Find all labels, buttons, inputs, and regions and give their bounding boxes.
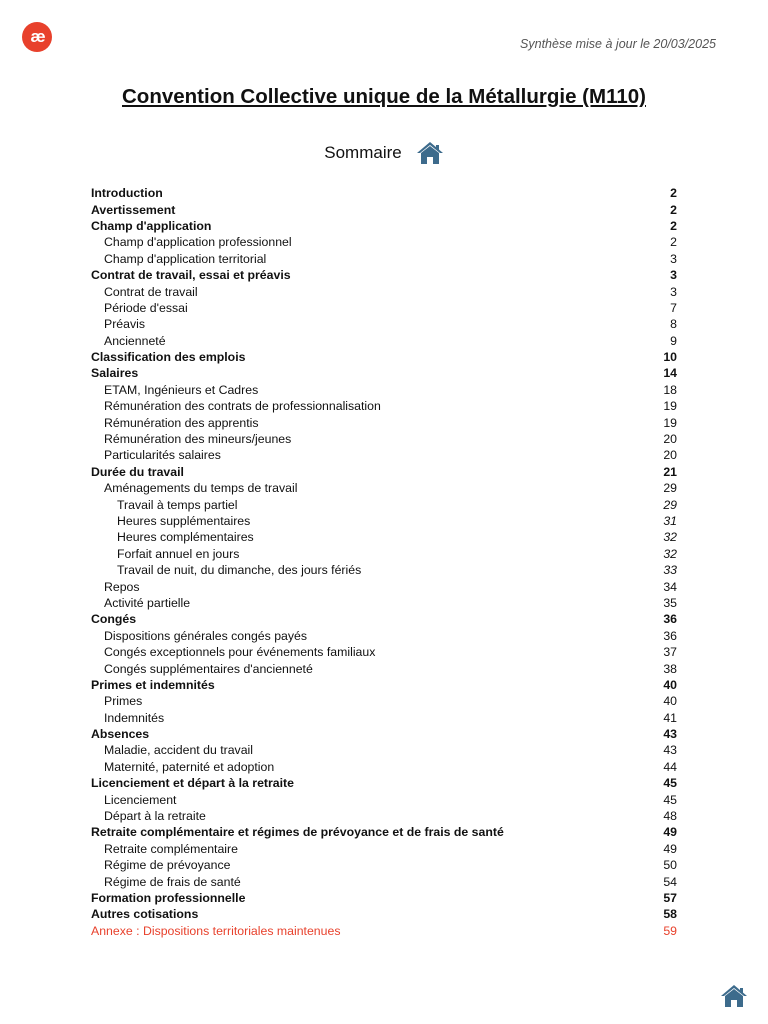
toc-entry-page: 36 xyxy=(663,628,677,643)
toc-entry-page: 59 xyxy=(663,923,677,938)
toc-entry-page: 20 xyxy=(663,432,677,447)
toc-entry-page: 49 xyxy=(663,841,677,856)
toc-entry-page: 2 xyxy=(670,186,677,201)
toc-entry[interactable] xyxy=(91,857,677,873)
toc-entry-page: 34 xyxy=(663,579,677,594)
toc-entry-page: 3 xyxy=(670,268,677,283)
toc-entry-label: Heures complémentaires xyxy=(117,530,254,545)
toc-entry[interactable] xyxy=(91,283,677,299)
toc-entry-page: 32 xyxy=(663,546,677,561)
toc-entry-label: ETAM, Ingénieurs et Cadres xyxy=(104,382,259,397)
update-date: Synthèse mise à jour le 20/03/2025 xyxy=(520,37,716,51)
toc-entry-page: 3 xyxy=(670,251,677,266)
toc-entry[interactable] xyxy=(91,333,677,349)
toc-entry-label: Champ d'application professionnel xyxy=(104,235,292,250)
toc-entry[interactable] xyxy=(91,742,677,758)
toc-entry[interactable] xyxy=(91,595,677,611)
toc-entry[interactable] xyxy=(91,267,677,283)
toc-entry[interactable] xyxy=(91,513,677,529)
toc-entry[interactable] xyxy=(91,300,677,316)
toc-entry-page: 33 xyxy=(663,563,677,578)
sommaire-label: Sommaire xyxy=(324,143,402,162)
toc-entry-page: 38 xyxy=(663,661,677,676)
toc-entry-label: Retraite complémentaire et régimes de prévoyance et de frais de santé xyxy=(91,825,504,840)
toc-entry-page: 2 xyxy=(670,235,677,250)
toc-entry[interactable] xyxy=(91,906,677,922)
toc-entry-page: 10 xyxy=(663,350,677,365)
toc-entry-page: 50 xyxy=(663,858,677,873)
toc-entry-page: 9 xyxy=(670,333,677,348)
toc-entry[interactable] xyxy=(91,611,677,627)
toc-entry-label: Heures supplémentaires xyxy=(117,514,251,528)
toc-entry-page: 32 xyxy=(663,530,677,545)
brand-logo: æ xyxy=(22,22,52,52)
toc-entry-label: Contrat de travail xyxy=(104,284,198,299)
toc-entry-page: 58 xyxy=(663,907,677,922)
toc-entry-page: 8 xyxy=(670,317,677,332)
toc-entry[interactable] xyxy=(91,923,677,939)
toc-entry-label: Champ d'application xyxy=(91,218,212,233)
toc-entry[interactable] xyxy=(91,578,677,594)
home-icon[interactable] xyxy=(720,983,748,1009)
toc-entry-label: Indemnités xyxy=(104,710,165,725)
toc-entry[interactable] xyxy=(91,382,677,398)
toc-entry[interactable] xyxy=(91,759,677,775)
toc-entry[interactable] xyxy=(91,185,677,201)
toc-entry[interactable] xyxy=(91,824,677,840)
toc-entry-label: Congés exceptionnels pour événements familiaux xyxy=(104,645,376,660)
toc-entry-label: Introduction xyxy=(91,186,163,201)
toc-entry-label: Départ à la retraite xyxy=(104,809,206,824)
toc-entry-label: Régime de prévoyance xyxy=(104,858,231,873)
toc-entry-label: Rémunération des contrats de professionnalisation xyxy=(104,399,381,414)
toc-entry-page: 2 xyxy=(670,218,677,233)
toc-entry[interactable] xyxy=(91,398,677,414)
toc-entry-label: Maternité, paternité et adoption xyxy=(104,759,275,774)
toc-entry-label: Travail de nuit, du dimanche, des jours fériés xyxy=(117,563,362,578)
toc-entry-label: Salaires xyxy=(91,366,139,381)
toc-entry-label: Formation professionnelle xyxy=(91,890,246,905)
toc-entry-page: 40 xyxy=(663,677,677,692)
toc-entry-page: 57 xyxy=(663,890,677,905)
toc-entry[interactable] xyxy=(91,496,677,512)
toc-entry-page: 43 xyxy=(663,727,677,742)
toc-entry[interactable] xyxy=(91,431,677,447)
toc-entry-label: Champ d'application territorial xyxy=(104,251,267,266)
toc-entry[interactable] xyxy=(91,201,677,217)
toc-entry-label: Annexe : Dispositions territoriales maintenues xyxy=(91,923,341,938)
toc-entry-label: Particularités salaires xyxy=(104,448,221,463)
toc-entry-label: Durée du travail xyxy=(91,464,184,479)
toc-entry-page: 14 xyxy=(663,366,677,381)
toc-entry[interactable] xyxy=(91,841,677,857)
toc-entry-label: Repos xyxy=(104,579,140,594)
toc-entry[interactable] xyxy=(91,628,677,644)
toc-entry-label: Aménagements du temps de travail xyxy=(104,481,298,496)
toc-entry-label: Licenciement et départ à la retraite xyxy=(91,776,294,791)
toc-entry-label: Période d'essai xyxy=(104,300,188,315)
toc-entry-label: Maladie, accident du travail xyxy=(104,743,254,758)
toc-entry-page: 29 xyxy=(663,497,677,512)
toc-entry[interactable] xyxy=(91,660,677,676)
toc-entry-label: Licenciement xyxy=(104,792,177,807)
toc-entry-label: Travail à temps partiel xyxy=(117,497,238,512)
toc-entry-page: 37 xyxy=(663,645,677,660)
toc-entry[interactable] xyxy=(91,529,677,545)
toc-entry-label: Activité partielle xyxy=(104,595,191,610)
toc-entry[interactable] xyxy=(91,218,677,234)
toc-entry-page: 45 xyxy=(663,792,677,807)
toc-entry[interactable] xyxy=(91,890,677,906)
home-icon[interactable] xyxy=(416,140,444,166)
toc-entry-page: 7 xyxy=(670,300,677,315)
toc-entry[interactable] xyxy=(91,349,677,365)
toc-entry[interactable] xyxy=(91,414,677,430)
toc-entry-page: 40 xyxy=(663,694,677,709)
toc-entry-label: Avertissement xyxy=(91,202,176,217)
toc-entry[interactable] xyxy=(91,775,677,791)
table-of-contents xyxy=(91,185,677,939)
toc-entry-page: 2 xyxy=(670,202,677,217)
toc-entry[interactable] xyxy=(91,726,677,742)
toc-entry-page: 45 xyxy=(663,776,677,791)
toc-entry-page: 44 xyxy=(663,759,677,774)
toc-entry-page: 49 xyxy=(663,825,677,840)
toc-entry[interactable] xyxy=(91,808,677,824)
toc-entry-label: Congés xyxy=(91,612,137,627)
toc-entry-page: 19 xyxy=(663,415,677,430)
toc-entry-label: Rémunération des mineurs/jeunes xyxy=(104,432,292,447)
toc-entry-label: Classification des emplois xyxy=(91,350,246,365)
toc-entry[interactable] xyxy=(91,677,677,693)
toc-entry[interactable] xyxy=(91,365,677,381)
toc-entry-page: 20 xyxy=(663,448,677,463)
toc-entry-label: Primes et indemnités xyxy=(91,677,215,692)
toc-entry-label: Ancienneté xyxy=(104,333,166,348)
toc-entry-label: Primes xyxy=(104,694,143,709)
toc-entry[interactable] xyxy=(91,447,677,463)
toc-entry-label: Congés supplémentaires d'ancienneté xyxy=(104,661,313,676)
toc-entry[interactable] xyxy=(91,464,677,480)
toc-entry[interactable] xyxy=(91,480,677,496)
toc-entry[interactable] xyxy=(91,562,677,578)
toc-entry-page: 18 xyxy=(663,382,677,397)
toc-entry-page: 36 xyxy=(663,612,677,627)
toc-entry[interactable] xyxy=(91,710,677,726)
toc-entry[interactable] xyxy=(91,234,677,250)
toc-entry-label: Préavis xyxy=(104,317,146,332)
toc-entry[interactable] xyxy=(91,791,677,807)
toc-entry-page: 48 xyxy=(663,809,677,824)
toc-entry-label: Rémunération des apprentis xyxy=(104,415,259,430)
toc-entry-page: 54 xyxy=(663,874,677,889)
toc-entry-page: 43 xyxy=(663,743,677,758)
toc-entry-label: Autres cotisations xyxy=(91,907,199,922)
toc-entry-page: 3 xyxy=(670,284,677,299)
toc-entry-page: 19 xyxy=(663,399,677,414)
toc-entry-page: 21 xyxy=(663,464,677,479)
toc-entry-label: Forfait annuel en jours xyxy=(117,546,240,561)
sommaire-heading xyxy=(0,140,768,166)
toc-entry[interactable] xyxy=(91,873,677,889)
toc-entry-page: 41 xyxy=(663,710,677,725)
toc-entry[interactable] xyxy=(91,316,677,332)
toc-entry-page: 29 xyxy=(663,481,677,496)
toc-entry-label: Contrat de travail, essai et préavis xyxy=(91,268,291,283)
toc-entry-page: 35 xyxy=(663,595,677,610)
toc-entry-page: 31 xyxy=(663,514,677,528)
document-title: Convention Collective unique de la Métallurgie (M110) xyxy=(122,85,646,108)
toc-entry[interactable] xyxy=(91,693,677,709)
toc-entry-label: Régime de frais de santé xyxy=(104,874,241,889)
toc-entry[interactable] xyxy=(91,546,677,562)
toc-entry[interactable] xyxy=(91,644,677,660)
toc-entry-label: Retraite complémentaire xyxy=(104,841,238,856)
toc-entry[interactable] xyxy=(91,251,677,267)
toc-entry-label: Dispositions générales congés payés xyxy=(104,628,308,643)
toc-entry-label: Absences xyxy=(91,727,150,742)
